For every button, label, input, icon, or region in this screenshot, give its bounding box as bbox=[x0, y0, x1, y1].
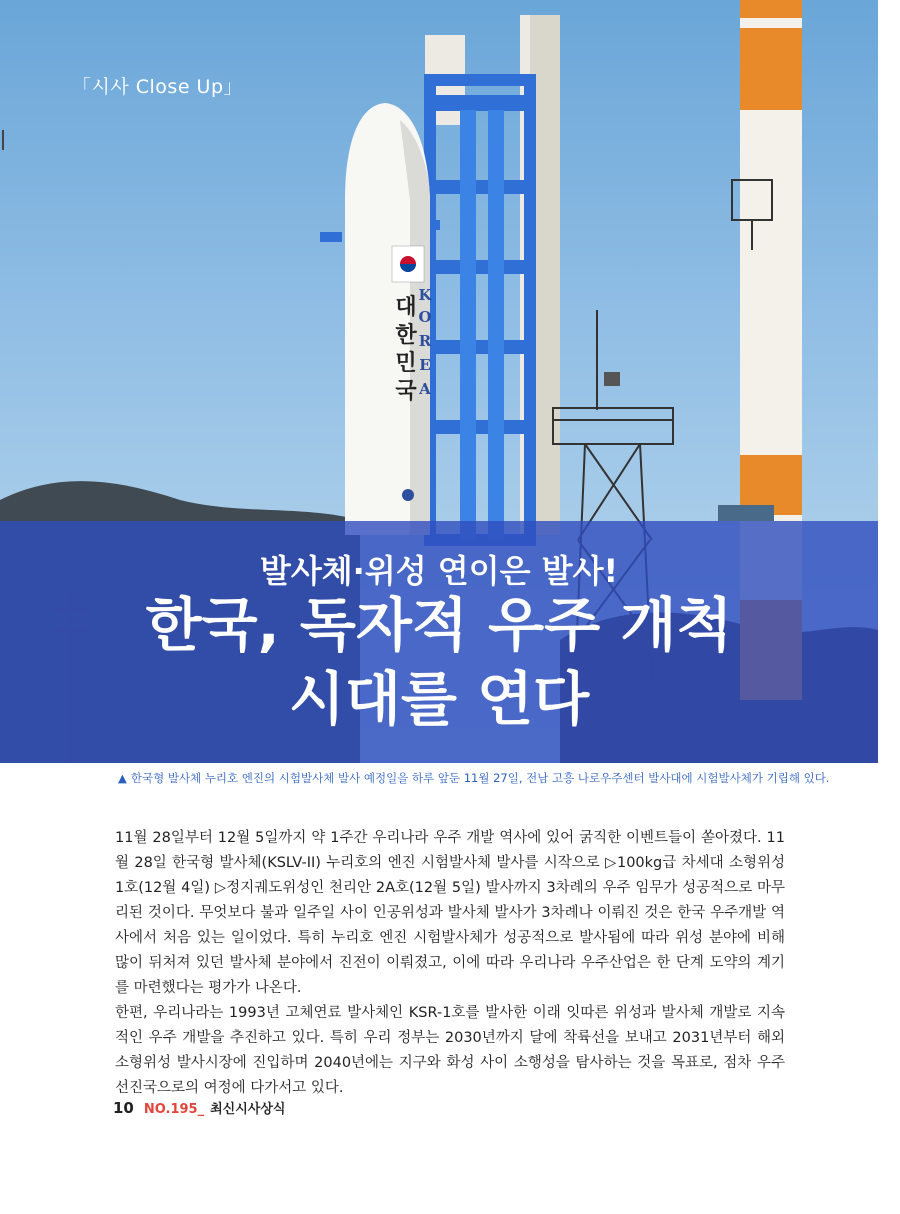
article-body bbox=[115, 826, 785, 1101]
rocket-english-char: E bbox=[419, 356, 431, 374]
article-paragraph: 11월 28일부터 12월 5일까지 약 1주간 우리나라 우주 개발 역사에 있어 굵직한 이벤트들이 쏟아졌다. 11월 28일 한국형 발사체(KSLV-II) 누리호의 엔진 시험발사체 발사를 시작으로 ▷100kg급 차세대 소형위성 1호(12월 4일) ▷정지궤도위성인 천리안 2A호(12월 5일) 발사까지 3차례의 우주 임무가 성공적으로 마무리된 것이다. 무엇보다 불과 일주일 사이 인공위성과 발사체 발사가 3차례나 이뤄진 것은 한국 우주개발 역사에서 처음 있는 일이었다. 특히 누리호 엔진 시험발사체가 성공적으로 발사됨에 따라 위성 분야에 비해 많이 뒤처져 있던 발사체 분야에서 진전이 이뤄졌고, 이에 따라 우리나라 우주산업은 한 단계 도약의 계기를 마련했다는 평가가 나온다. bbox=[115, 830, 785, 996]
rocket-english-char: A bbox=[419, 380, 431, 398]
headline-subtitle: 발사체·위성 연이은 발사! bbox=[259, 552, 619, 590]
rocket-korean-char: 민 bbox=[395, 351, 417, 376]
triangle-up-icon: ▲ bbox=[118, 771, 127, 785]
page-footer bbox=[113, 1098, 285, 1117]
section-tag: 「시사 Close Up」 bbox=[72, 76, 244, 98]
rocket bbox=[345, 103, 430, 535]
photo-caption bbox=[118, 770, 830, 786]
article-paragraph: 한편, 우리나라는 1993년 고체연료 발사체인 KSR-1호를 발사한 이래 잇따른 위성과 발사체 개발로 지속적인 우주 개발을 추진하고 있다. 특히 우리 정부는 2030년까지 달에 착륙선을 보내고 2031년부터 해외 소형위성 발사시장에 진입하며 2040년에는 지구와 화성 사이 소행성을 탐사하는 것을 목표로, 점차 우주 선진국으로의 여정에 다가서고 있다. bbox=[115, 1005, 785, 1096]
headline-title bbox=[0, 588, 878, 736]
rocket-korean-char: 국 bbox=[395, 379, 417, 404]
page-number: 10 bbox=[113, 1099, 134, 1117]
rocket-korean-char: 한 bbox=[395, 323, 417, 348]
rocket-korean-char: 대 bbox=[395, 295, 417, 320]
caption-text: 한국형 발사체 누리호 엔진의 시험발사체 발사 예정일을 하루 앞둔 11월 27일, 전남 고흥 나로우주센터 발사대에 시험발사체가 기립해 있다. bbox=[130, 771, 830, 785]
rocket-english-char: K bbox=[418, 286, 432, 304]
publication-name: 최신시사상식 bbox=[210, 1102, 286, 1117]
rocket-english-char: O bbox=[418, 308, 432, 326]
headline-title-line: 한국, 독자적 우주 개척 bbox=[145, 591, 733, 659]
issue-number: NO.195_ bbox=[143, 1102, 205, 1117]
headline-title-line: 시대를 연다 bbox=[288, 665, 590, 733]
rocket-english-char: R bbox=[418, 332, 432, 350]
